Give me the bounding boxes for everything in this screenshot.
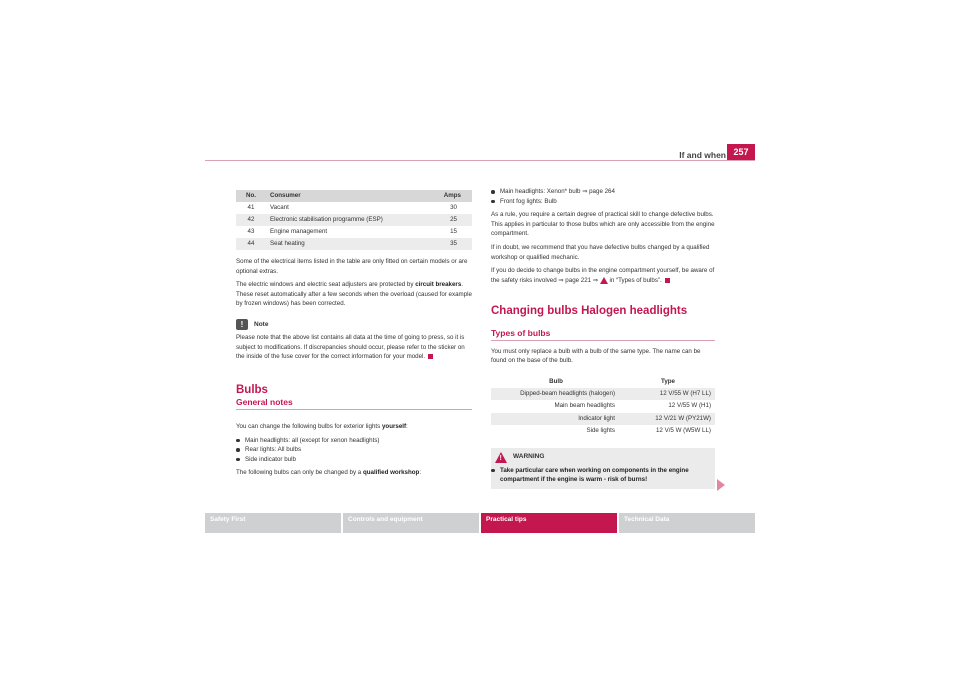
cell-no: 44 <box>236 238 266 250</box>
text-span: The following bulbs can only be changed by a <box>236 469 363 477</box>
table-row <box>236 238 472 250</box>
cell-type: 12 V/5 W (W5W LL) <box>655 427 711 435</box>
cell-amps: 30 <box>450 204 457 211</box>
cell-amps: 25 <box>413 214 472 226</box>
warning-list <box>491 466 709 485</box>
cell-type: 12 V/55 W (H1) <box>668 402 711 410</box>
table-row <box>236 226 472 238</box>
cell-consumer: Engine management <box>270 228 328 235</box>
warning-triangle-icon <box>600 277 608 284</box>
tab-safety-first[interactable]: Safety First <box>205 513 341 533</box>
cell-no: 42 <box>236 214 266 226</box>
col-header-consumer: Consumer <box>266 190 413 202</box>
left-column <box>236 190 472 482</box>
list-item: Side indicator bulb <box>236 455 472 465</box>
bulb-list-yourself <box>236 436 472 465</box>
list-item <box>491 187 715 197</box>
header-rule <box>205 160 755 161</box>
cell-consumer: Vacant <box>270 204 289 211</box>
table-row <box>491 400 715 413</box>
note-title: Note <box>254 320 269 328</box>
optional-items-paragraph: Some of the electrical items listed in the table are only fitted on certain models or are optional extras. <box>236 258 468 275</box>
replace-paragraph: You must only replace a bulb with a bulb of the same type. The name can be found on the base of the bulb. <box>491 347 701 365</box>
note-header <box>236 319 472 330</box>
col-header-no: No. <box>236 190 266 202</box>
table-header-row <box>236 190 472 202</box>
cell-consumer: Electronic stabilisation programme (ESP) <box>266 214 413 226</box>
subheading-general-notes: General notes <box>236 398 472 410</box>
cell-bulb: Indicator light <box>491 413 621 426</box>
list-item: Rear lights: All bulbs <box>236 445 472 455</box>
table-row <box>491 413 715 426</box>
page-221-link[interactable]: If you do decide to change bulbs in the engine compartment yourself, be aware of the safety risks involved ⇒ page 221 ⇒ <box>491 267 715 284</box>
table-row <box>236 214 472 226</box>
col-header-amps: Amps <box>413 190 472 202</box>
text-span: : <box>406 422 408 430</box>
fuse-consumer-table <box>236 190 472 250</box>
running-header-title: If and when <box>679 150 726 160</box>
col-header-bulb: Bulb <box>491 376 621 388</box>
cell-amps: 15 <box>450 228 457 235</box>
list-item: Main headlights: all (except for xenon headlights) <box>236 436 472 446</box>
list-item: Front fog lights: Bulb <box>491 197 715 207</box>
right-column <box>491 187 715 489</box>
cell-type: 12 V/55 W (H7 LL) <box>621 388 715 401</box>
text-span: You can change the following bulbs for exterior lights <box>236 422 382 430</box>
doubt-paragraph: If in doubt, we recommend that you have defective bulbs changed by a qualified workshop or qualified mechanic. <box>491 243 710 261</box>
table-row <box>236 202 472 214</box>
yourself-paragraph <box>236 422 472 432</box>
cell-bulb: Side lights <box>586 427 615 435</box>
col-header-type: Type <box>621 376 715 388</box>
bulb-types-table <box>491 376 715 438</box>
bold-term: qualified workshop <box>362 469 420 477</box>
table-header-row <box>491 376 715 388</box>
safety-risks-paragraph <box>491 266 715 285</box>
warning-box <box>491 448 715 489</box>
note-paragraph <box>236 333 472 362</box>
cell-bulb: Main beam headlights <box>554 402 615 410</box>
warning-triangle-icon: ! <box>495 452 507 463</box>
page-number: 257 <box>727 144 755 160</box>
text-span: . These reset automatically after a few seconds when the overload (caused for example by frozen windows) has been corrected. <box>236 281 472 308</box>
note-icon: ! <box>236 319 248 330</box>
workshop-paragraph <box>236 468 472 478</box>
subheading-types-of-bulbs: Types of bulbs <box>491 329 715 341</box>
cell-consumer: Seat heating <box>266 238 413 250</box>
cell-type: 12 V/21 W (PY21W) <box>621 413 715 426</box>
warning-title: WARNING <box>513 453 545 461</box>
note-text: Please note that the above list contains all data at the time of going to press, so it is subject to modifications. If discrepancies should occur, please refer to the sticker on the inside of the fuse cover for the correct information for your model. <box>236 333 465 361</box>
warning-header <box>495 452 709 463</box>
skill-paragraph: As a rule, you require a certain degree of practical skill to change defective bulbs. This applies in particular to those bulbs which are only accessible from the engine compartment. <box>491 211 715 238</box>
circuit-breakers-paragraph <box>236 280 472 309</box>
bold-term: circuit breakers <box>415 281 462 289</box>
end-of-section-icon <box>428 354 433 359</box>
end-of-section-icon <box>665 278 670 283</box>
cell-no: 41 <box>247 204 255 211</box>
tab-practical-tips[interactable]: Practical tips <box>481 513 617 533</box>
tab-controls-and-equipment[interactable]: Controls and equipment <box>343 513 479 533</box>
table-row <box>491 388 715 401</box>
footer-chapter-tabs <box>205 513 755 533</box>
table-row <box>491 425 715 438</box>
cell-amps: 35 <box>413 238 472 250</box>
bulb-list-workshop <box>491 187 715 206</box>
text-span: in “Types of bulbs”. <box>607 276 662 284</box>
section-heading-bulbs: Bulbs <box>236 383 268 396</box>
cell-no: 43 <box>247 228 255 235</box>
tab-technical-data[interactable]: Technical Data <box>619 513 755 533</box>
cell-bulb: Dipped-beam headlights (halogen) <box>491 388 621 401</box>
xenon-page-link[interactable]: Main headlights: Xenon* bulb ⇒ page 264 <box>500 188 615 195</box>
text-span: The electric windows and electric seat adjusters are protected by <box>236 281 416 289</box>
bold-term: yourself <box>381 422 407 430</box>
continue-arrow-icon <box>717 479 725 491</box>
warning-item: Take particular care when working on components in the engine compartment if the engine is warm - risk of burns! <box>491 466 709 485</box>
text-span: : <box>419 469 422 477</box>
section-heading-changing-bulbs: Changing bulbs Halogen headlights <box>491 305 688 318</box>
